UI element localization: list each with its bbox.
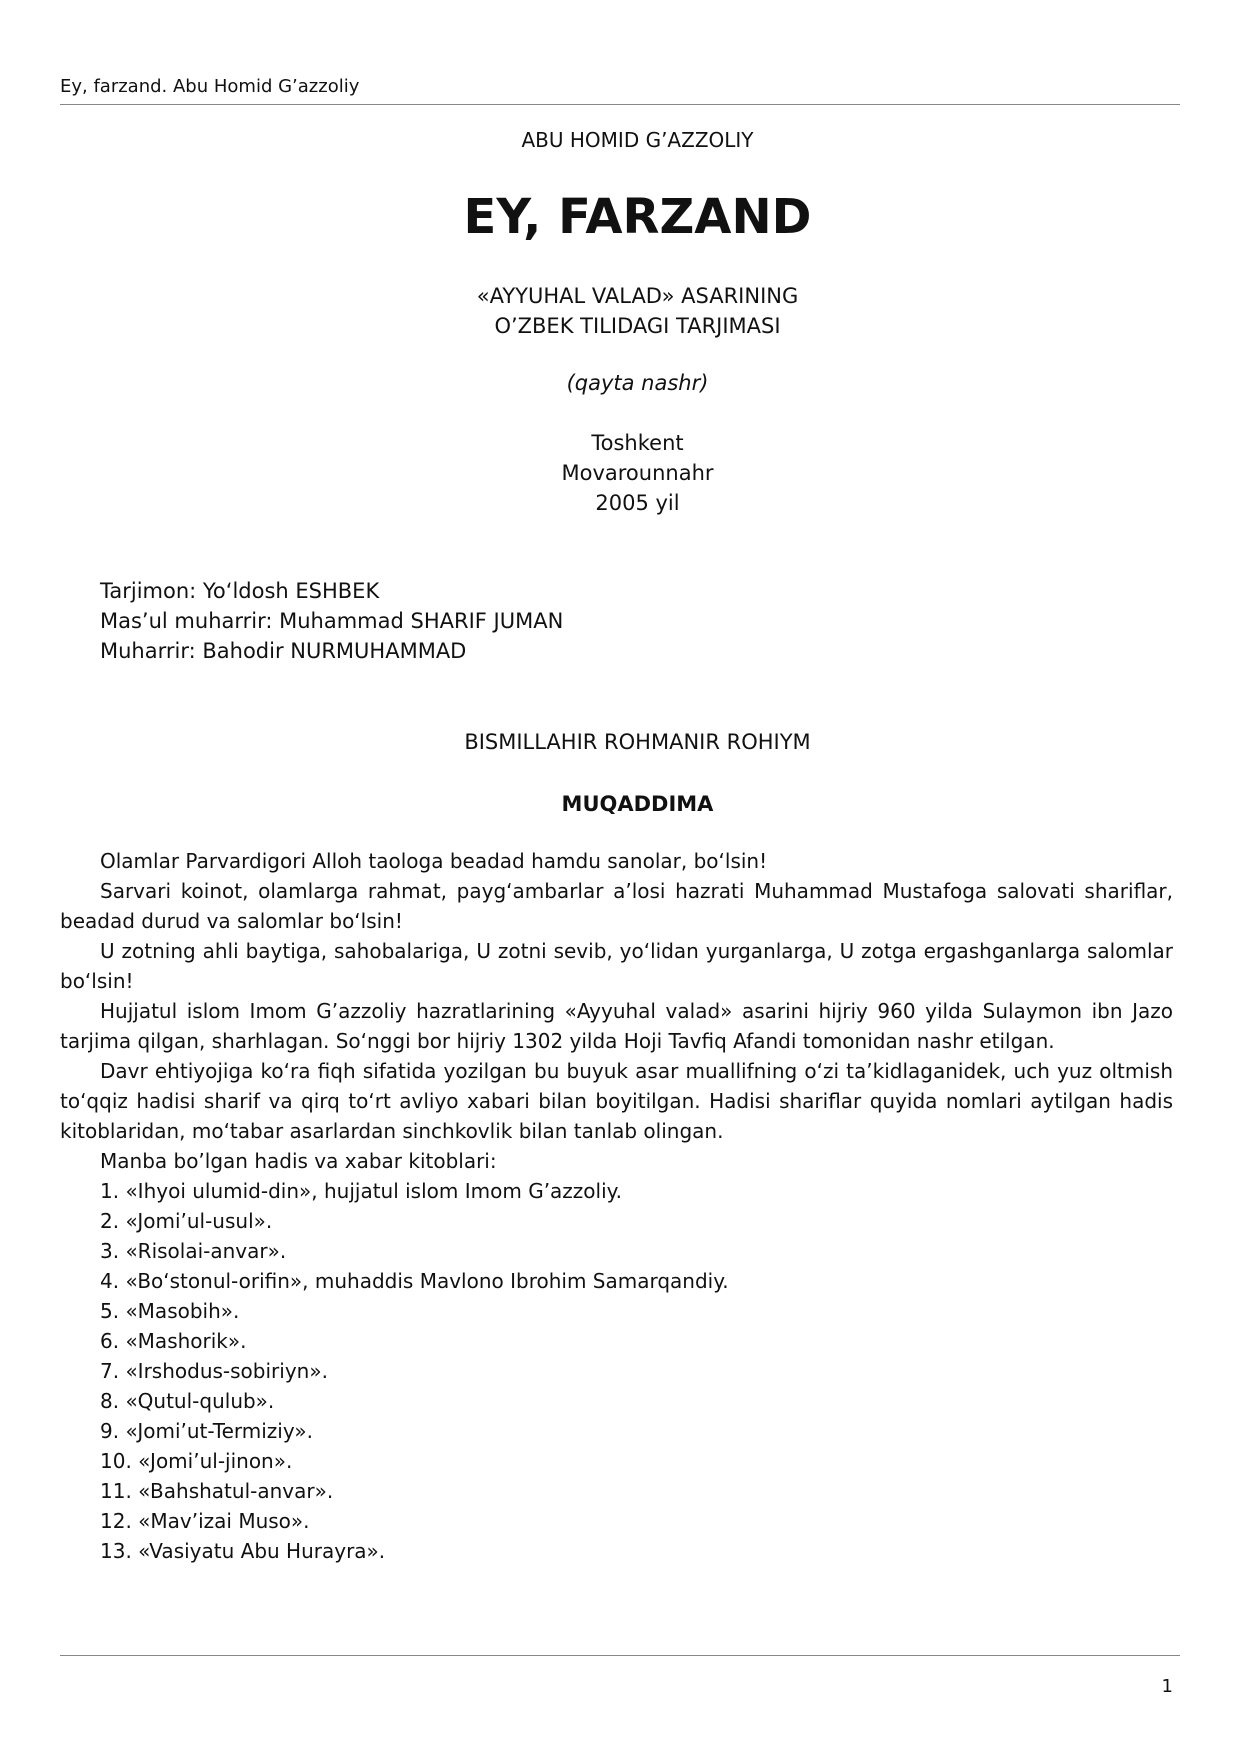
paragraph: Hujjatul islom Imom G’azzoliy hazratlarining «Ayyuhal valad» asarini hijriy 960 yilda Sulaymon ibn Jazo tarjima qilgan, sharhlagan. So‘nggi bor hijriy 1302 yilda Hoji Tavfiq Afandi tomonidan nashr etilgan. [60,999,1173,1053]
author-name: ABU HOMID G’AZZOLIY [521,128,754,152]
footer-rule [60,1655,1180,1656]
sources-list [60,1176,1173,1566]
book-title: EY, FARZAND [463,189,812,245]
paragraph: Davr ehtiyojiga ko‘ra fiqh sifatida yozilgan bu buyuk asar muallifning o‘zi ta’kidlaganidek, uch yuz oltmish to‘qqiz hadisi sharif va qirq to‘rt avliyo xabari bilan boyitilgan. Hadisi shariflar quyida nomlari aytilgan hadis kitoblaridan, mo‘tabar asarlardan sinchkovlik bilan tanlab olingan. [60,1059,1173,1143]
list-item: 9. «Jomi’ut-Termiziy». [100,1419,313,1443]
paragraph: Manba bo’lgan hadis va xabar kitoblari: [100,1149,497,1173]
running-header: Ey, farzand. Abu Homid G’azzoliy [60,76,360,97]
list-item: 11. «Bahshatul-anvar». [100,1479,334,1503]
list-item: 3. «Risolai-anvar». [100,1239,287,1263]
list-item: 12. «Mav’izai Muso». [100,1509,310,1533]
credit-editor: Muharrir: Bahodir NURMUHAMMAD [100,639,467,663]
page-number: 1 [1161,1676,1173,1697]
list-item: 5. «Masobih». [100,1299,240,1323]
list-item: 2. «Jomi’ul-usul». [100,1209,273,1233]
body-text [60,846,1173,1566]
list-item: 13. «Vasiyatu Abu Hurayra». [100,1539,386,1563]
imprint-publisher: Movarounnahr [561,461,714,485]
credit-translator: Tarjimon: Yo‘ldosh ESHBEK [100,579,380,603]
imprint [60,428,1215,518]
section-title: MUQADDIMA [561,792,714,816]
basmala: BISMILLAHIR ROHMANIR ROHIYM [464,730,811,754]
edition-note: (qayta nashr) [566,371,709,395]
header-rule [60,104,1180,105]
credits [100,576,563,666]
credit-chief-editor: Mas’ul muharrir: Muhammad SHARIF JUMAN [100,609,564,633]
imprint-city: Toshkent [591,431,684,455]
paragraph: U zotning ahli baytiga, sahobalariga, U zotni sevib, yo‘lidan yurganlarga, U zotga ergashganlarga salomlar bo‘lsin! [60,939,1173,993]
subtitle [60,281,1215,341]
list-item: 1. «Ihyoi ulumid-din», hujjatul islom Imom G’azzoliy. [100,1179,622,1203]
imprint-year: 2005 yil [595,491,680,515]
list-item: 8. «Qutul-qulub». [100,1389,275,1413]
paragraph: Olamlar Parvardigori Alloh taologa beadad hamdu sanolar, bo‘lsin! [100,849,768,873]
paragraph: Sarvari koinot, olamlarga rahmat, payg‘ambarlar a’losi hazrati Muhammad Mustafoga salovati shariflar, beadad durud va salomlar bo‘lsin! [60,879,1173,933]
list-item: 7. «Irshodus-sobiriyn». [100,1359,328,1383]
subtitle-line-1: «AYYUHAL VALAD» ASARINING [476,284,799,308]
list-item: 10. «Jomi’ul-jinon». [100,1449,293,1473]
list-item: 4. «Bo‘stonul-orifin», muhaddis Mavlono Ibrohim Samarqandiy. [100,1269,729,1293]
subtitle-line-2: O’ZBEK TILIDAGI TARJIMASI [494,314,781,338]
list-item: 6. «Mashorik». [100,1329,247,1353]
